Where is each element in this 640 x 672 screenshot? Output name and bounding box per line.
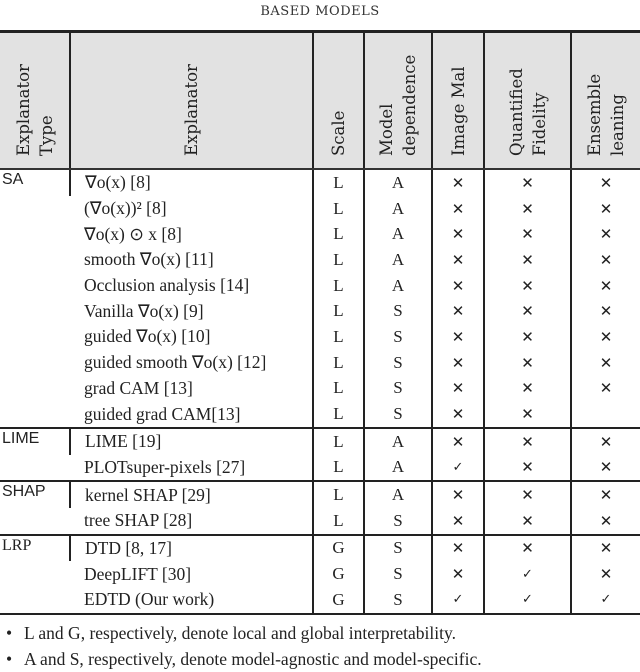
ensemble-cross-icon: ✕ (571, 350, 640, 376)
explanator-name: DTD [8, 17] (70, 535, 313, 562)
header-line: Fidelity (529, 92, 549, 156)
header-line: Explanator (13, 64, 33, 156)
explanator-name: EDTD (Our work) (84, 589, 215, 610)
table-row (0, 376, 640, 402)
header-line: leaning (608, 94, 627, 156)
fidelity-cross-icon: ✕ (484, 298, 571, 324)
table-row (0, 401, 640, 428)
table-notes (6, 620, 482, 672)
header-line: Scale (329, 110, 348, 156)
table-row (0, 587, 640, 614)
bullet: • (6, 649, 13, 669)
dependence-cell: S (364, 508, 432, 535)
dependence-cell: S (364, 324, 432, 350)
dependence-cell: A (364, 221, 432, 247)
ensemble-cross-icon: ✕ (571, 324, 640, 350)
fidelity-cross-icon: ✕ (484, 324, 571, 350)
header-ensemble-leaning (571, 32, 640, 170)
fidelity-cross-icon: ✕ (484, 221, 571, 247)
scale-cell: G (313, 587, 364, 614)
explanator-name: DeepLIFT [30] (84, 563, 192, 584)
ensemble-cross-icon: ✕ (571, 169, 640, 196)
image-mal-cross-icon: ✕ (432, 196, 484, 222)
dependence-cell: A (364, 169, 432, 196)
image-mal-cross-icon: ✕ (432, 428, 484, 455)
explanator-name: Vanilla ∇o(x) [9] (84, 300, 204, 321)
image-mal-cross-icon: ✕ (432, 298, 484, 324)
table-caption: BASED MODELS (260, 4, 380, 19)
table-row (0, 247, 640, 273)
table-row (0, 561, 640, 587)
ensemble-cross-icon: ✕ (571, 196, 640, 222)
header-label (505, 36, 551, 162)
image-mal-cross-icon: ✕ (432, 561, 484, 587)
header-label (12, 36, 58, 162)
image-mal-cross-icon: ✕ (432, 247, 484, 273)
header-explanator (70, 32, 313, 170)
note-text: L and G, respectively, denote local and global interpretability. (24, 623, 456, 643)
header-image-mal (432, 32, 484, 170)
scale-cell: L (313, 401, 364, 428)
ensemble-check-icon: ✓ (571, 587, 640, 614)
dependence-cell: A (364, 428, 432, 455)
table-row (0, 221, 640, 247)
explanator-name: PLOTsuper-pixels [27] (84, 456, 246, 477)
comparison-table (0, 30, 640, 615)
scale-cell: L (313, 273, 364, 299)
group-lime (0, 428, 640, 481)
table-row (0, 196, 640, 222)
bullet: • (6, 623, 13, 643)
explanator-type: SHAP (2, 483, 46, 501)
explanator-name: guided ∇o(x) [10] (84, 326, 211, 347)
fidelity-cross-icon: ✕ (484, 169, 571, 196)
header-label (327, 36, 350, 162)
fidelity-check-icon: ✓ (484, 587, 571, 614)
ensemble-cross-icon: ✕ (571, 221, 640, 247)
image-mal-cross-icon: ✕ (432, 376, 484, 402)
header-label (375, 36, 421, 162)
image-mal-cross-icon: ✕ (432, 481, 484, 508)
table-row (0, 324, 640, 350)
table-row (0, 455, 640, 482)
dependence-cell: A (364, 196, 432, 222)
scale-cell: L (313, 196, 364, 222)
image-mal-cross-icon: ✕ (432, 350, 484, 376)
ensemble-cross-icon: ✕ (571, 535, 640, 562)
fidelity-check-icon: ✓ (484, 561, 571, 587)
image-mal-cross-icon: ✕ (432, 401, 484, 428)
ensemble-cross-icon: ✕ (571, 455, 640, 482)
table-row (0, 508, 640, 535)
header-line: Image Mal (448, 66, 468, 156)
ensemble-cross-icon: ✕ (571, 561, 640, 587)
explanator-type: SA (2, 171, 24, 188)
table-row (0, 535, 640, 562)
ensemble-cross-icon: ✕ (571, 428, 640, 455)
fidelity-cross-icon: ✕ (484, 428, 571, 455)
header-quantified-fidelity (484, 32, 571, 170)
table-row (0, 428, 640, 455)
explanator-name: grad CAM [13] (84, 377, 193, 398)
explanator-name: ∇o(x) ⊙ x [8] (84, 223, 182, 244)
header-line: Explanator (182, 64, 201, 156)
group-lrp (0, 535, 640, 614)
explanator-name: guided smooth ∇o(x) [12] (84, 352, 267, 373)
ensemble-cross-icon: ✕ (571, 273, 640, 299)
scale-cell: L (313, 247, 364, 273)
ensemble-cross-icon: ✕ (571, 508, 640, 535)
explanator-type: LRP (2, 536, 32, 554)
scale-cell: G (313, 561, 364, 587)
explanator-name: Occlusion analysis [14] (84, 275, 250, 296)
fidelity-cross-icon: ✕ (484, 481, 571, 508)
dependence-cell: S (364, 561, 432, 587)
image-mal-cross-icon: ✕ (432, 324, 484, 350)
dependence-cell: S (364, 298, 432, 324)
header-line: Quantified (506, 68, 526, 156)
image-mal-check-icon: ✓ (432, 455, 484, 482)
ensemble-cross-icon: ✕ (571, 247, 640, 273)
table-row (0, 481, 640, 508)
explanator-name: (∇o(x))² [8] (84, 198, 167, 219)
scale-cell: G (313, 535, 364, 562)
fidelity-cross-icon: ✕ (484, 350, 571, 376)
header-line: Ensemble (585, 73, 604, 156)
scale-cell: L (313, 324, 364, 350)
scale-cell: L (313, 350, 364, 376)
dependence-cell: S (364, 376, 432, 402)
fidelity-cross-icon: ✕ (484, 247, 571, 273)
scale-cell: L (313, 508, 364, 535)
header-model-dependence (364, 32, 432, 170)
fidelity-cross-icon: ✕ (484, 196, 571, 222)
image-mal-check-icon: ✓ (432, 587, 484, 614)
dependence-cell: A (364, 455, 432, 482)
explanator-name: tree SHAP [28] (84, 510, 193, 531)
table-row (0, 350, 640, 376)
header-line: dependence (400, 54, 419, 156)
note-scale (6, 620, 482, 646)
scale-cell: L (313, 481, 364, 508)
image-mal-cross-icon: ✕ (432, 273, 484, 299)
note-text: A and S, respectively, denote model-agnostic and model-specific. (24, 649, 482, 669)
group-sa (0, 169, 640, 428)
scale-cell: L (313, 221, 364, 247)
header-type (0, 32, 70, 170)
fidelity-cross-icon: ✕ (484, 455, 571, 482)
explanator-type: LIME (2, 429, 40, 447)
group-shap (0, 481, 640, 534)
fidelity-cross-icon: ✕ (484, 376, 571, 402)
header-scale (313, 32, 364, 170)
explanator-name: ∇o(x) [8] (70, 169, 313, 196)
ensemble-cross-icon: ✕ (571, 298, 640, 324)
header-label (180, 36, 203, 162)
image-mal-cross-icon: ✕ (432, 535, 484, 562)
scale-cell: L (313, 169, 364, 196)
ensemble-cross-icon: ✕ (571, 481, 640, 508)
ensemble-mark (571, 401, 640, 428)
table-row (0, 169, 640, 196)
dependence-cell: A (364, 247, 432, 273)
scale-cell: L (313, 428, 364, 455)
header-line: Type (36, 115, 56, 156)
dependence-cell: S (364, 401, 432, 428)
scale-cell: L (313, 298, 364, 324)
fidelity-cross-icon: ✕ (484, 273, 571, 299)
dependence-cell: A (364, 481, 432, 508)
ensemble-cross-icon: ✕ (571, 376, 640, 402)
header-line: Model (377, 103, 396, 156)
table-row (0, 298, 640, 324)
dependence-cell: S (364, 587, 432, 614)
image-mal-cross-icon: ✕ (432, 169, 484, 196)
header-row (0, 32, 640, 170)
dependence-cell: S (364, 350, 432, 376)
note-dependence (6, 646, 482, 672)
fidelity-cross-icon: ✕ (484, 508, 571, 535)
scale-cell: L (313, 376, 364, 402)
image-mal-cross-icon: ✕ (432, 508, 484, 535)
explanator-name: guided grad CAM[13] (84, 403, 241, 424)
dependence-cell: S (364, 535, 432, 562)
image-mal-cross-icon: ✕ (432, 221, 484, 247)
table-row (0, 273, 640, 299)
explanator-name: LIME [19] (70, 428, 313, 455)
fidelity-cross-icon: ✕ (484, 401, 571, 428)
fidelity-cross-icon: ✕ (484, 535, 571, 562)
scale-cell: L (313, 455, 364, 482)
explanator-name: smooth ∇o(x) [11] (84, 249, 214, 270)
explanator-name: kernel SHAP [29] (70, 481, 313, 508)
dependence-cell: A (364, 273, 432, 299)
header-label (583, 36, 629, 162)
header-label (447, 36, 470, 162)
